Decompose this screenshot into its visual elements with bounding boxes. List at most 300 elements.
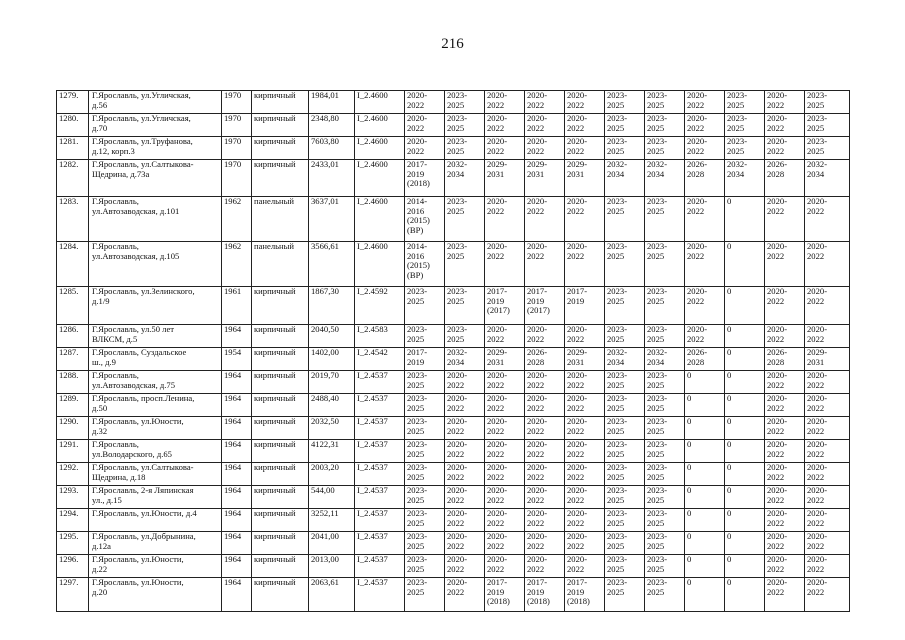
wall-material-cell: кирпичный xyxy=(252,325,309,348)
repair-period-cell: 0 xyxy=(685,532,725,555)
area-cell: 1402,00 xyxy=(309,348,355,371)
repair-period-cell: 2020- 2022 xyxy=(565,137,605,160)
repair-period-cell: 0 xyxy=(685,440,725,463)
repair-period-cell: 2020- 2022 xyxy=(685,325,725,348)
build-year-cell: 1962 xyxy=(222,197,252,242)
table-row xyxy=(57,242,850,287)
repair-period-cell: 2020- 2022 xyxy=(685,287,725,325)
repair-period-cell: 2020- 2022 xyxy=(765,287,805,325)
repair-period-cell: 2020- 2022 xyxy=(525,486,565,509)
table-row xyxy=(57,463,850,486)
repair-period-cell: 2032- 2034 xyxy=(605,160,645,197)
repair-period-cell: 2020- 2022 xyxy=(765,91,805,114)
row-number-cell: 1296. xyxy=(57,555,89,578)
repair-period-cell: 2020- 2022 xyxy=(445,440,485,463)
wear-code-cell: I_2.4542 xyxy=(355,348,405,371)
repair-period-cell: 2023- 2025 xyxy=(405,325,445,348)
repair-period-cell: 2023- 2025 xyxy=(605,114,645,137)
repair-period-cell: 2020- 2022 xyxy=(565,197,605,242)
address-cell: Г.Ярославль, ул.Автозаводская, д.75 xyxy=(89,371,222,394)
wear-code-cell: I_2.4600 xyxy=(355,160,405,197)
wear-code-cell: I_2.4537 xyxy=(355,417,405,440)
repair-period-cell: 2023- 2025 xyxy=(445,91,485,114)
table-row xyxy=(57,440,850,463)
repair-period-cell: 2020- 2022 xyxy=(445,394,485,417)
wear-code-cell: I_2.4600 xyxy=(355,91,405,114)
table-row xyxy=(57,160,850,197)
table-row xyxy=(57,325,850,348)
repair-period-cell: 0 xyxy=(725,486,765,509)
wall-material-cell: кирпичный xyxy=(252,91,309,114)
repair-period-cell: 0 xyxy=(725,394,765,417)
repair-period-cell: 2023- 2025 xyxy=(605,325,645,348)
repair-period-cell: 2023- 2025 xyxy=(405,417,445,440)
repair-period-cell: 0 xyxy=(685,371,725,394)
build-year-cell: 1964 xyxy=(222,532,252,555)
repair-period-cell: 2020- 2022 xyxy=(685,114,725,137)
row-number-cell: 1288. xyxy=(57,371,89,394)
repair-period-cell: 2020- 2022 xyxy=(565,325,605,348)
table-row xyxy=(57,348,850,371)
address-cell: Г.Ярославль, ул.Угличская, д.70 xyxy=(89,114,222,137)
repair-period-cell: 2023- 2025 xyxy=(645,371,685,394)
wall-material-cell: кирпичный xyxy=(252,287,309,325)
repair-period-cell: 2020- 2022 xyxy=(485,137,525,160)
repair-period-cell: 2023- 2025 xyxy=(405,532,445,555)
area-cell: 7603,80 xyxy=(309,137,355,160)
table-body xyxy=(57,91,850,612)
repair-period-cell: 2020- 2022 xyxy=(525,440,565,463)
repair-period-cell: 0 xyxy=(685,417,725,440)
repair-period-cell: 0 xyxy=(685,463,725,486)
address-cell: Г.Ярославль, ул.Володарского, д.65 xyxy=(89,440,222,463)
repair-period-cell: 2020- 2022 xyxy=(485,509,525,532)
repair-period-cell: 2023- 2025 xyxy=(645,394,685,417)
repair-period-cell: 2023- 2025 xyxy=(405,394,445,417)
repair-period-cell: 2023- 2025 xyxy=(605,197,645,242)
repair-period-cell: 2020- 2022 xyxy=(525,197,565,242)
row-number-cell: 1283. xyxy=(57,197,89,242)
repair-period-cell: 2020- 2022 xyxy=(805,578,850,612)
repair-period-cell: 2020- 2022 xyxy=(685,197,725,242)
wall-material-cell: кирпичный xyxy=(252,578,309,612)
area-cell: 2433,01 xyxy=(309,160,355,197)
repair-period-cell: 2023- 2025 xyxy=(725,91,765,114)
repair-period-cell: 2020- 2022 xyxy=(765,440,805,463)
repair-period-cell: 2020- 2022 xyxy=(765,242,805,287)
repair-period-cell: 2020- 2022 xyxy=(485,91,525,114)
repair-period-cell: 0 xyxy=(725,325,765,348)
repair-period-cell: 2020- 2022 xyxy=(405,137,445,160)
repair-period-cell: 0 xyxy=(685,555,725,578)
repair-period-cell: 2020- 2022 xyxy=(765,114,805,137)
row-number-cell: 1286. xyxy=(57,325,89,348)
wall-material-cell: кирпичный xyxy=(252,137,309,160)
repair-period-cell: 2029- 2031 xyxy=(565,160,605,197)
repair-period-cell: 2017- 2019 xyxy=(405,348,445,371)
repair-period-cell: 2032- 2034 xyxy=(805,160,850,197)
address-cell: Г.Ярославль, просп.Ленина, д.50 xyxy=(89,394,222,417)
repair-period-cell: 2023- 2025 xyxy=(405,509,445,532)
wall-material-cell: кирпичный xyxy=(252,371,309,394)
repair-period-cell: 2020- 2022 xyxy=(765,325,805,348)
repair-period-cell: 2020- 2022 xyxy=(765,371,805,394)
wall-material-cell: кирпичный xyxy=(252,348,309,371)
repair-period-cell: 2023- 2025 xyxy=(605,287,645,325)
repair-period-cell: 2023- 2025 xyxy=(405,578,445,612)
repair-period-cell: 2020- 2022 xyxy=(565,242,605,287)
repair-period-cell: 0 xyxy=(725,532,765,555)
repair-period-cell: 2020- 2022 xyxy=(525,325,565,348)
repair-period-cell: 2023- 2025 xyxy=(405,463,445,486)
table-row xyxy=(57,287,850,325)
repair-period-cell: 0 xyxy=(725,242,765,287)
wall-material-cell: кирпичный xyxy=(252,417,309,440)
area-cell: 2041,00 xyxy=(309,532,355,555)
repair-period-cell: 2020- 2022 xyxy=(565,371,605,394)
repair-period-cell: 2023- 2025 xyxy=(645,137,685,160)
repair-period-cell: 2020- 2022 xyxy=(485,463,525,486)
repair-period-cell: 2023- 2025 xyxy=(645,509,685,532)
repair-period-cell: 2023- 2025 xyxy=(445,114,485,137)
repair-period-cell: 2032- 2034 xyxy=(445,160,485,197)
repair-period-cell: 2020- 2022 xyxy=(805,463,850,486)
wear-code-cell: I_2.4600 xyxy=(355,242,405,287)
repair-period-cell: 2023- 2025 xyxy=(725,114,765,137)
wear-code-cell: I_2.4600 xyxy=(355,197,405,242)
repair-period-cell: 0 xyxy=(725,440,765,463)
repair-period-cell: 2020- 2022 xyxy=(685,242,725,287)
area-cell: 4122,31 xyxy=(309,440,355,463)
table-row xyxy=(57,371,850,394)
repair-period-cell: 2014- 2016 (2015) (ВР) xyxy=(405,197,445,242)
repair-period-cell: 2023- 2025 xyxy=(405,555,445,578)
repair-period-cell: 2020- 2022 xyxy=(525,509,565,532)
wear-code-cell: I_2.4537 xyxy=(355,394,405,417)
repair-period-cell: 2032- 2034 xyxy=(645,348,685,371)
repair-period-cell: 2020- 2022 xyxy=(565,114,605,137)
repair-period-cell: 2020- 2022 xyxy=(805,417,850,440)
area-cell: 2013,00 xyxy=(309,555,355,578)
repair-period-cell: 2023- 2025 xyxy=(645,532,685,555)
repair-period-cell: 2020- 2022 xyxy=(565,91,605,114)
repair-period-cell: 2020- 2022 xyxy=(805,532,850,555)
repair-period-cell: 2020- 2022 xyxy=(765,509,805,532)
table-row xyxy=(57,91,850,114)
area-cell: 2032,50 xyxy=(309,417,355,440)
repair-period-cell: 2020- 2022 xyxy=(485,532,525,555)
wear-code-cell: I_2.4592 xyxy=(355,287,405,325)
build-year-cell: 1964 xyxy=(222,578,252,612)
wall-material-cell: кирпичный xyxy=(252,486,309,509)
build-year-cell: 1970 xyxy=(222,114,252,137)
row-number-cell: 1290. xyxy=(57,417,89,440)
repair-period-cell: 2023- 2025 xyxy=(605,532,645,555)
address-cell: Г.Ярославль, ул.Угличская, д.56 xyxy=(89,91,222,114)
repair-period-cell: 2023- 2025 xyxy=(605,578,645,612)
build-year-cell: 1962 xyxy=(222,242,252,287)
repair-period-cell: 2020- 2022 xyxy=(565,486,605,509)
repair-period-cell: 2026- 2028 xyxy=(765,348,805,371)
address-cell: Г.Ярославль, ул.50 лет ВЛКСМ, д.5 xyxy=(89,325,222,348)
repair-period-cell: 2023- 2025 xyxy=(605,509,645,532)
repair-period-cell: 2014- 2016 (2015) (ВР) xyxy=(405,242,445,287)
repair-period-cell: 2020- 2022 xyxy=(565,440,605,463)
row-number-cell: 1289. xyxy=(57,394,89,417)
repair-period-cell: 0 xyxy=(725,197,765,242)
table-row xyxy=(57,532,850,555)
repair-period-cell: 2020- 2022 xyxy=(485,371,525,394)
table-row xyxy=(57,555,850,578)
build-year-cell: 1964 xyxy=(222,371,252,394)
repair-period-cell: 2020- 2022 xyxy=(485,440,525,463)
repair-period-cell: 2020- 2022 xyxy=(405,114,445,137)
area-cell: 3637,01 xyxy=(309,197,355,242)
wall-material-cell: панельный xyxy=(252,242,309,287)
repair-period-cell: 2020- 2022 xyxy=(805,440,850,463)
repair-period-cell: 2023- 2025 xyxy=(805,137,850,160)
repair-period-cell: 2029- 2031 xyxy=(485,348,525,371)
wear-code-cell: I_2.4600 xyxy=(355,114,405,137)
repair-period-cell: 2020- 2022 xyxy=(805,371,850,394)
repair-period-cell: 2020- 2022 xyxy=(805,325,850,348)
repair-period-cell: 2023- 2025 xyxy=(445,137,485,160)
wear-code-cell: I_2.4600 xyxy=(355,137,405,160)
repair-period-cell: 2020- 2022 xyxy=(685,137,725,160)
repair-period-cell: 2020- 2022 xyxy=(485,197,525,242)
repair-period-cell: 2023- 2025 xyxy=(605,394,645,417)
area-cell: 2019,70 xyxy=(309,371,355,394)
wall-material-cell: кирпичный xyxy=(252,509,309,532)
repair-period-cell: 2029- 2031 xyxy=(525,160,565,197)
address-cell: Г.Ярославль, ул.Салтыкова- Щедрина, д.73а xyxy=(89,160,222,197)
row-number-cell: 1284. xyxy=(57,242,89,287)
repair-period-cell: 0 xyxy=(685,486,725,509)
address-cell: Г.Ярославль, ул.Юности, д.32 xyxy=(89,417,222,440)
repair-period-cell: 2020- 2022 xyxy=(765,197,805,242)
repair-period-cell: 2020- 2022 xyxy=(485,242,525,287)
build-year-cell: 1961 xyxy=(222,287,252,325)
repair-period-cell: 2023- 2025 xyxy=(445,242,485,287)
repair-period-cell: 0 xyxy=(725,555,765,578)
repair-period-cell: 2032- 2034 xyxy=(645,160,685,197)
repair-period-cell: 2023- 2025 xyxy=(645,287,685,325)
repair-period-cell: 2026- 2028 xyxy=(685,348,725,371)
repair-period-cell: 2020- 2022 xyxy=(765,532,805,555)
row-number-cell: 1287. xyxy=(57,348,89,371)
repair-period-cell: 2017- 2019 xyxy=(565,287,605,325)
repair-period-cell: 2020- 2022 xyxy=(685,91,725,114)
repair-period-cell: 2029- 2031 xyxy=(565,348,605,371)
wear-code-cell: I_2.4537 xyxy=(355,486,405,509)
repair-period-cell: 2020- 2022 xyxy=(565,509,605,532)
repair-period-cell: 2017- 2019 (2017) xyxy=(525,287,565,325)
row-number-cell: 1285. xyxy=(57,287,89,325)
row-number-cell: 1280. xyxy=(57,114,89,137)
area-cell: 1984,01 xyxy=(309,91,355,114)
area-cell: 3252,11 xyxy=(309,509,355,532)
repair-period-cell: 2020- 2022 xyxy=(525,417,565,440)
wear-code-cell: I_2.4583 xyxy=(355,325,405,348)
address-cell: Г.Ярославль, ул.Юности, д.20 xyxy=(89,578,222,612)
repair-period-cell: 2023- 2025 xyxy=(645,114,685,137)
repair-period-cell: 2026- 2028 xyxy=(765,160,805,197)
repair-period-cell: 0 xyxy=(725,509,765,532)
build-year-cell: 1970 xyxy=(222,137,252,160)
repair-period-cell: 2020- 2022 xyxy=(445,578,485,612)
area-cell: 3566,61 xyxy=(309,242,355,287)
table-row xyxy=(57,197,850,242)
repair-period-cell: 2032- 2034 xyxy=(445,348,485,371)
repair-period-cell: 2020- 2022 xyxy=(805,394,850,417)
repair-period-cell: 2026- 2028 xyxy=(525,348,565,371)
row-number-cell: 1282. xyxy=(57,160,89,197)
row-number-cell: 1295. xyxy=(57,532,89,555)
wall-material-cell: кирпичный xyxy=(252,555,309,578)
repair-period-cell: 2023- 2025 xyxy=(645,440,685,463)
wear-code-cell: I_2.4537 xyxy=(355,463,405,486)
table-row xyxy=(57,394,850,417)
repair-period-cell: 2020- 2022 xyxy=(805,486,850,509)
repair-period-cell: 2020- 2022 xyxy=(445,463,485,486)
repair-period-cell: 2020- 2022 xyxy=(765,486,805,509)
address-cell: Г.Ярославль, ул.Автозаводская, д.105 xyxy=(89,242,222,287)
repair-period-cell: 2023- 2025 xyxy=(605,486,645,509)
repair-period-cell: 2023- 2025 xyxy=(805,114,850,137)
row-number-cell: 1294. xyxy=(57,509,89,532)
wear-code-cell: I_2.4537 xyxy=(355,371,405,394)
address-cell: Г.Ярославль, Суздальское ш., д.9 xyxy=(89,348,222,371)
build-year-cell: 1964 xyxy=(222,555,252,578)
housing-table-container xyxy=(56,90,849,612)
repair-period-cell: 2023- 2025 xyxy=(605,137,645,160)
repair-period-cell: 2020- 2022 xyxy=(485,555,525,578)
repair-period-cell: 2020- 2022 xyxy=(445,509,485,532)
repair-period-cell: 2020- 2022 xyxy=(405,91,445,114)
repair-period-cell: 2020- 2022 xyxy=(525,137,565,160)
wall-material-cell: кирпичный xyxy=(252,532,309,555)
table-row xyxy=(57,114,850,137)
repair-period-cell: 2029- 2031 xyxy=(805,348,850,371)
table-row xyxy=(57,486,850,509)
build-year-cell: 1964 xyxy=(222,394,252,417)
area-cell: 2348,80 xyxy=(309,114,355,137)
repair-period-cell: 2020- 2022 xyxy=(485,486,525,509)
build-year-cell: 1954 xyxy=(222,348,252,371)
repair-period-cell: 2032- 2034 xyxy=(725,160,765,197)
build-year-cell: 1964 xyxy=(222,325,252,348)
repair-period-cell: 2020- 2022 xyxy=(445,371,485,394)
wear-code-cell: I_2.4537 xyxy=(355,555,405,578)
repair-period-cell: 2020- 2022 xyxy=(445,555,485,578)
repair-period-cell: 2017- 2019 (2017) xyxy=(485,287,525,325)
repair-period-cell: 2020- 2022 xyxy=(765,137,805,160)
address-cell: Г.Ярославль, ул.Автозаводская, д.101 xyxy=(89,197,222,242)
area-cell: 544,00 xyxy=(309,486,355,509)
repair-period-cell: 2020- 2022 xyxy=(805,242,850,287)
build-year-cell: 1964 xyxy=(222,486,252,509)
repair-period-cell: 2020- 2022 xyxy=(445,417,485,440)
repair-period-cell: 2023- 2025 xyxy=(405,287,445,325)
repair-period-cell: 2017- 2019 (2018) xyxy=(485,578,525,612)
repair-period-cell: 2020- 2022 xyxy=(765,394,805,417)
repair-period-cell: 0 xyxy=(725,348,765,371)
address-cell: Г.Ярославль, ул.Зелинского, д.1/9 xyxy=(89,287,222,325)
repair-period-cell: 2023- 2025 xyxy=(645,417,685,440)
repair-period-cell: 2020- 2022 xyxy=(485,394,525,417)
repair-period-cell: 2020- 2022 xyxy=(485,417,525,440)
repair-period-cell: 2023- 2025 xyxy=(605,371,645,394)
row-number-cell: 1292. xyxy=(57,463,89,486)
row-number-cell: 1281. xyxy=(57,137,89,160)
repair-period-cell: 2020- 2022 xyxy=(805,197,850,242)
address-cell: Г.Ярославль, ул.Добрынина, д.12а xyxy=(89,532,222,555)
repair-period-cell: 2020- 2022 xyxy=(805,555,850,578)
address-cell: Г.Ярославль, 2-я Ляпинская ул., д.15 xyxy=(89,486,222,509)
address-cell: Г.Ярославль, ул.Юности, д.4 xyxy=(89,509,222,532)
table-row xyxy=(57,578,850,612)
repair-period-cell: 2020- 2022 xyxy=(525,371,565,394)
repair-period-cell: 2023- 2025 xyxy=(445,287,485,325)
repair-period-cell: 2023- 2025 xyxy=(405,486,445,509)
repair-period-cell: 2032- 2034 xyxy=(605,348,645,371)
repair-period-cell: 0 xyxy=(685,394,725,417)
repair-period-cell: 2020- 2022 xyxy=(565,555,605,578)
repair-period-cell: 2023- 2025 xyxy=(605,242,645,287)
repair-period-cell: 2020- 2022 xyxy=(445,486,485,509)
repair-period-cell: 2020- 2022 xyxy=(765,417,805,440)
repair-period-cell: 2023- 2025 xyxy=(645,242,685,287)
build-year-cell: 1964 xyxy=(222,463,252,486)
repair-period-cell: 2020- 2022 xyxy=(765,463,805,486)
repair-period-cell: 2023- 2025 xyxy=(605,417,645,440)
table-row xyxy=(57,137,850,160)
area-cell: 2488,40 xyxy=(309,394,355,417)
row-number-cell: 1291. xyxy=(57,440,89,463)
build-year-cell: 1964 xyxy=(222,417,252,440)
repair-period-cell: 2023- 2025 xyxy=(645,197,685,242)
row-number-cell: 1297. xyxy=(57,578,89,612)
repair-period-cell: 0 xyxy=(725,417,765,440)
row-number-cell: 1293. xyxy=(57,486,89,509)
wall-material-cell: кирпичный xyxy=(252,440,309,463)
repair-period-cell: 0 xyxy=(725,463,765,486)
repair-period-cell: 2020- 2022 xyxy=(485,325,525,348)
repair-period-cell: 2023- 2025 xyxy=(645,555,685,578)
repair-period-cell: 2023- 2025 xyxy=(645,91,685,114)
build-year-cell: 1964 xyxy=(222,440,252,463)
table-row xyxy=(57,509,850,532)
repair-period-cell: 2023- 2025 xyxy=(445,197,485,242)
repair-period-cell: 0 xyxy=(725,371,765,394)
repair-period-cell: 2020- 2022 xyxy=(525,555,565,578)
repair-period-cell: 2023- 2025 xyxy=(645,325,685,348)
repair-period-cell: 0 xyxy=(725,287,765,325)
repair-period-cell: 2017- 2019 (2018) xyxy=(405,160,445,197)
repair-period-cell: 2023- 2025 xyxy=(405,371,445,394)
wall-material-cell: кирпичный xyxy=(252,463,309,486)
wall-material-cell: кирпичный xyxy=(252,160,309,197)
repair-period-cell: 2023- 2025 xyxy=(605,463,645,486)
repair-period-cell: 2020- 2022 xyxy=(445,532,485,555)
area-cell: 1867,30 xyxy=(309,287,355,325)
repair-period-cell: 2017- 2019 (2018) xyxy=(565,578,605,612)
repair-period-cell: 2020- 2022 xyxy=(765,555,805,578)
address-cell: Г.Ярославль, ул.Юности, д.22 xyxy=(89,555,222,578)
wear-code-cell: I_2.4537 xyxy=(355,578,405,612)
row-number-cell: 1279. xyxy=(57,91,89,114)
housing-repair-table xyxy=(56,90,850,612)
